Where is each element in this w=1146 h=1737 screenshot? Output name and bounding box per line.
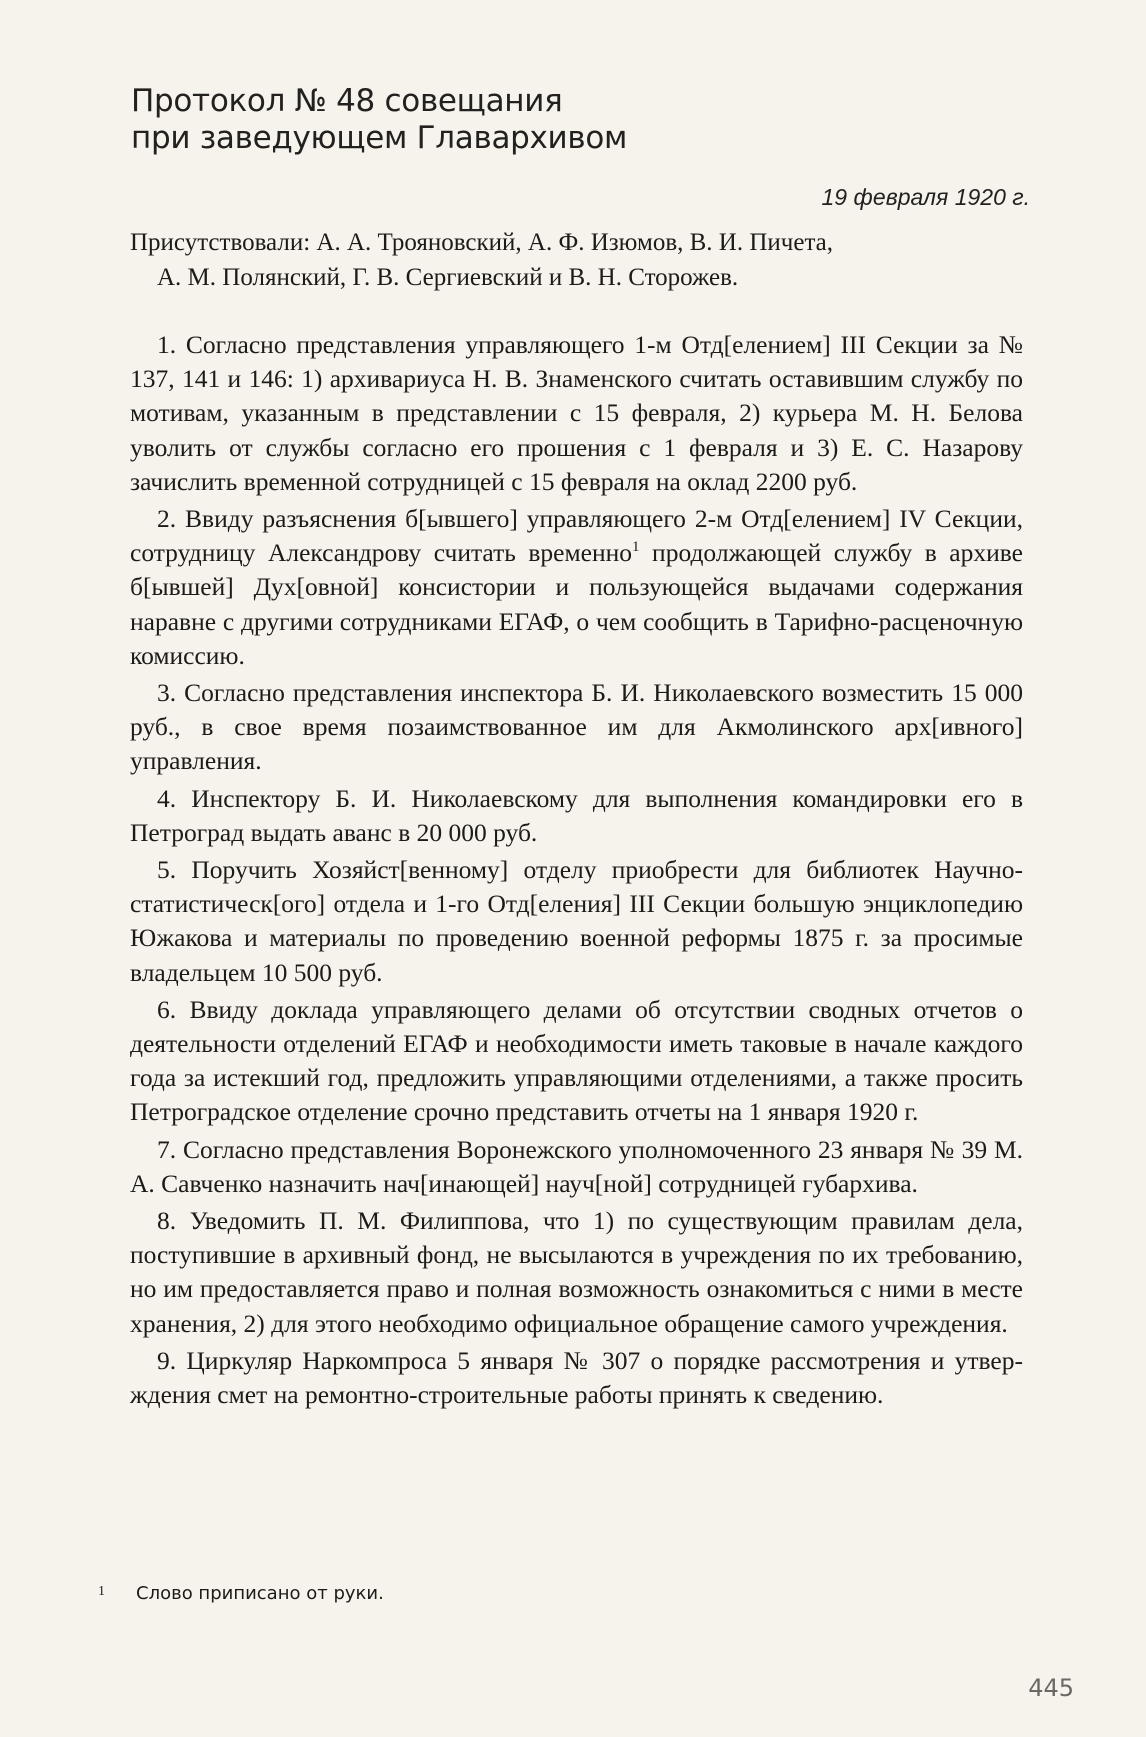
item-4: 4. Инспектору Б. И. Николаевскому для выполнения командировки его в Петроград выдать аванс в 20 000 руб. <box>130 783 1023 847</box>
item-7: 7. Согласно представления Воронежского уполномоченного 23 января № 39 М. А. Савченко назначить нач[инающей] науч[ной] сотрудницей губархива. <box>130 1134 1023 1198</box>
footnote-reference: 1 <box>632 539 640 556</box>
item-8: 8. Уведомить П. М. Филиппова, что 1) по существующим правилам дела, поступившие в архивный фонд, не высылаются в учреждения по их требованию, но им предоставляется право и полная возможность ознакомиться с ними в месте хранения, 2) для этого необходимо официальное обращение самого учреждения. <box>130 1206 1023 1338</box>
title-line-1: Протокол № 48 совещания <box>131 83 563 119</box>
item-2-prefix: 2. Ввиду разъяснения б[ывшего] управляющего 2-м Отд[елением] IV Секции, сотрудницу Александрову считать временно <box>130 504 1023 568</box>
item-9: 9. Циркуляр Наркомпроса 5 января № 307 о порядке рассмотрения и утверждения смет на ремонтно-строительные работы принять к сведению. <box>130 1345 1023 1410</box>
page-number: 445 <box>1028 1674 1074 1702</box>
item-1: 1. Согласно представления управляющего 1-м Отд[елением] III Секции за № 137, 141 и 146: 1) архивариуса Н. В. Знаменского считать оставившим службу по мотивам, указанным в представлении с 15 февраля, 2) курьера М. Н. Белова уволить от службы согласно его прошения с 1 февраля и 3) Е. С. Назарову зачислить временной сотрудницей с 15 февраля на оклад 2200 руб. <box>130 330 1023 496</box>
page-title <box>131 83 627 157</box>
protocol-date: 19 февраля 1920 г. <box>821 184 1030 210</box>
item-2-text: продолжающей службу в архиве б[ывшей] Дух[овной] консистории и пользующейся выдачами содержания наравне с другими сотрудниками ЕГАФ, о чем сообщить в Тарифно-расценочную комиссию. <box>130 538 1023 670</box>
attendees <box>130 225 1030 295</box>
item-5: 5. Поручить Хозяйст[венному] отделу приобрести для библиотек Научно-статистическ[ого] отдела и 1-го Отд[еления] III Секции большую энциклопедию Южакова и материалы по проведению военной реформы 1875 г. за просимые владельцем 10 500 руб. <box>130 855 1023 987</box>
footnote <box>98 1583 384 1604</box>
footnote-text: Слово приписано от руки. <box>136 1583 384 1604</box>
item-2 <box>130 502 1023 673</box>
title-line-2: при заведующем Главархивом <box>131 120 628 156</box>
attendees-line-2: А. М. Полянский, Г. В. Сергиевский и В. Н. Сторожев. <box>157 264 739 291</box>
protocol-body <box>130 328 1023 1415</box>
attendees-line-1: Присутствовали: А. А. Трояновский, А. Ф. Изюмов, В. И. Пичета, <box>130 229 834 256</box>
item-3: 3. Согласно представления инспектора Б. И. Николаевского возместить 15 000 руб., в свое время позаимствованное им для Акмолинского арх[ивного] управления. <box>130 678 1023 776</box>
item-6: 6. Ввиду доклада управляющего делами об отсутствии сводных отчетов о деятельности отделений ЕГАФ и необходимости иметь таковые в начале каждого года за истекший год, предложить управляющими отделениями, а также просить Петроградское отделение срочно представить отчеты на 1 января 1920 г. <box>130 994 1023 1127</box>
footnote-mark: 1 <box>98 1584 105 1599</box>
